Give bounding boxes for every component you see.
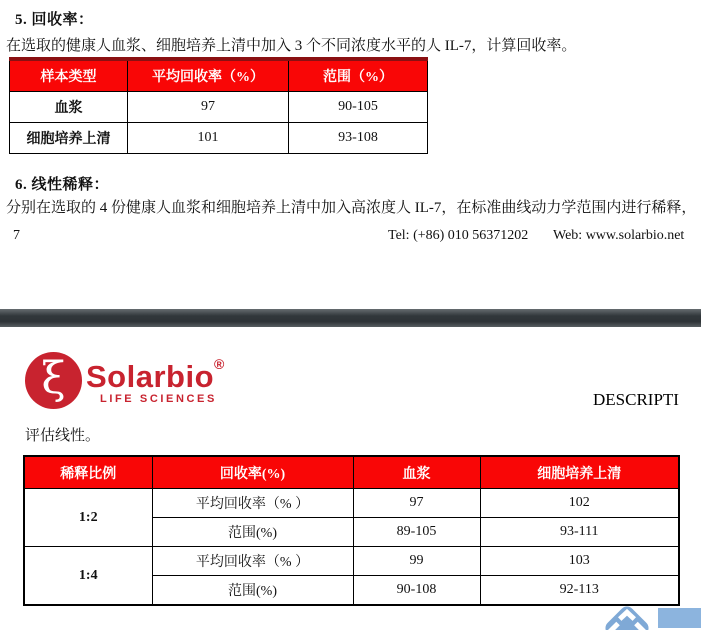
dilution-ratio-cell: 1:2 xyxy=(24,489,152,547)
page-number: 7 xyxy=(13,228,20,243)
linearity-plasma-cell: 99 xyxy=(353,547,480,576)
linearity-row xyxy=(24,489,679,518)
linearity-label-cell: 平均回收率（% ） xyxy=(152,489,353,518)
recovery-table-header-row xyxy=(10,59,428,92)
linearity-supernatant-cell: 92-113 xyxy=(480,576,679,606)
linearity-supernatant-cell: 103 xyxy=(480,547,679,576)
logo-brand-text: Solarbio xyxy=(86,359,215,394)
footer-web: Web: www.solarbio.net xyxy=(553,228,685,243)
footer-tel: Tel: (+86) 010 56371202 xyxy=(388,228,529,243)
overlay-blue-bar xyxy=(658,608,701,628)
linearity-label-cell: 平均回收率（% ） xyxy=(152,547,353,576)
recovery-table xyxy=(9,57,428,154)
section5-body: 在选取的健康人血浆、细胞培养上清中加入 3 个不同浓度水平的人 IL-7，计算回收率。 xyxy=(6,38,577,54)
recovery-cell-mean: 97 xyxy=(128,92,289,123)
linearity-intro: 评估线性。 xyxy=(25,428,101,444)
solarbio-logo-mark-icon xyxy=(25,352,82,409)
recovery-cell-mean: 101 xyxy=(128,123,289,154)
linearity-label-cell: 范围(%) xyxy=(152,576,353,606)
section6-heading: 6. 线性稀释： xyxy=(15,177,110,193)
dilution-ratio-cell: 1:4 xyxy=(24,547,152,606)
section5-heading: 5. 回收率： xyxy=(15,12,94,28)
recovery-header-range: 范围（%） xyxy=(289,59,428,92)
watermark-diamond-chevrons-icon[interactable] xyxy=(599,600,655,630)
linearity-row xyxy=(24,547,679,576)
recovery-row-supernatant xyxy=(10,123,428,154)
linearity-supernatant-cell: 102 xyxy=(480,489,679,518)
xi-symbol-icon: ξ xyxy=(41,352,66,404)
registered-mark: ® xyxy=(214,356,225,372)
linearity-table xyxy=(23,455,680,606)
linearity-header-supernatant: 细胞培养上清 xyxy=(480,456,679,489)
linearity-header-dilution: 稀释比例 xyxy=(24,456,152,489)
recovery-cell-range: 90-105 xyxy=(289,92,428,123)
page-divider-bar xyxy=(0,309,701,327)
recovery-header-mean-recovery: 平均回收率（%） xyxy=(128,59,289,92)
linearity-header-recovery: 回收率(%) xyxy=(152,456,353,489)
logo-brand xyxy=(86,356,224,395)
recovery-cell-sample: 血浆 xyxy=(10,92,128,123)
linearity-plasma-cell: 97 xyxy=(353,489,480,518)
linearity-supernatant-cell: 93-111 xyxy=(480,518,679,547)
section6-body: 分别在选取的 4 份健康人血浆和细胞培养上清中加入高浓度人 IL-7，在标准曲线动力学范围内进行稀释， xyxy=(6,200,697,216)
recovery-cell-range: 93-108 xyxy=(289,123,428,154)
linearity-header-row xyxy=(24,456,679,489)
recovery-row-plasma xyxy=(10,92,428,123)
truncated-description-heading: DESCRIPTI xyxy=(593,390,679,409)
linearity-plasma-cell: 90-108 xyxy=(353,576,480,606)
linearity-label-cell: 范围(%) xyxy=(152,518,353,547)
recovery-header-sample-type: 样本类型 xyxy=(10,59,128,92)
recovery-cell-sample: 细胞培养上清 xyxy=(10,123,128,154)
linearity-plasma-cell: 89-105 xyxy=(353,518,480,547)
linearity-header-plasma: 血浆 xyxy=(353,456,480,489)
logo-tagline: LIFE SCIENCES xyxy=(100,393,217,405)
